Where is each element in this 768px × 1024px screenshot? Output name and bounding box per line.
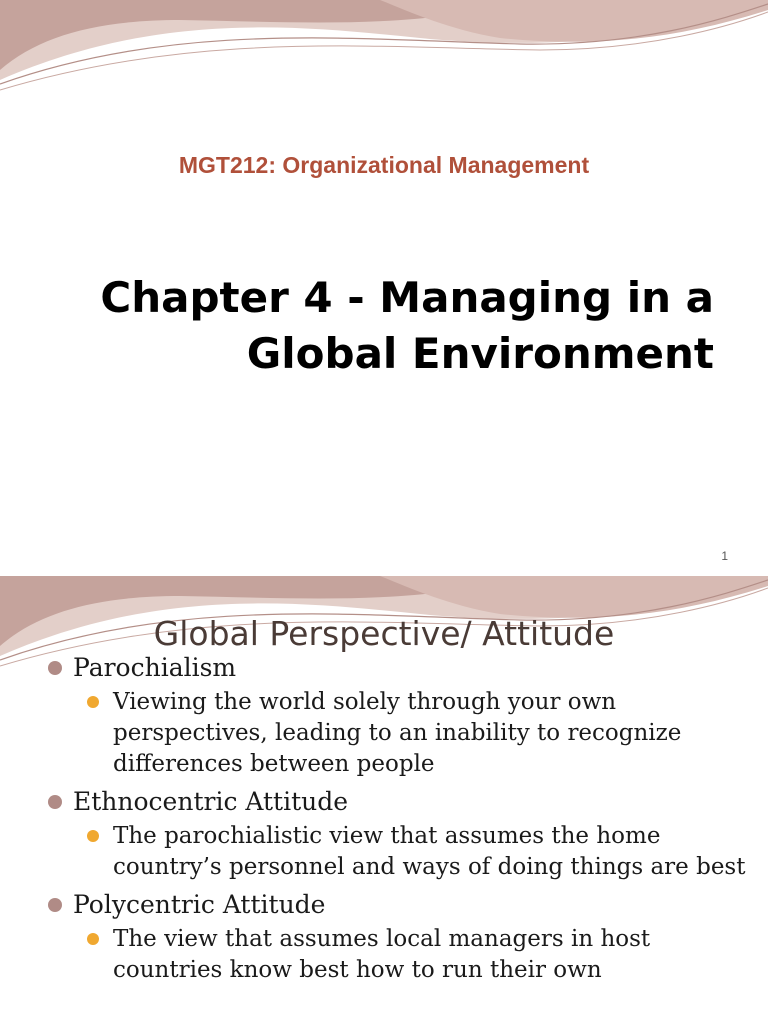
sub-bullet-item	[87, 821, 746, 883]
decorative-wave-banner	[0, 0, 768, 100]
sub-bullet-item	[87, 687, 746, 780]
content-slide	[0, 576, 768, 1024]
bullet-label: Parochialism	[73, 653, 237, 682]
chapter-title	[100, 270, 714, 382]
sub-bullet-dot-icon	[87, 696, 99, 708]
bullet-item-ethnocentric	[46, 786, 746, 817]
sub-bullet-dot-icon	[87, 830, 99, 842]
course-title: MGT212: Organizational Management	[178, 152, 590, 178]
bullet-dot-icon	[48, 661, 62, 675]
chapter-title-line-2: Global Environment	[246, 329, 714, 378]
sub-bullet-text: The view that assumes local managers in host countries know best how to run their own	[113, 926, 651, 983]
bullet-item-parochialism	[46, 652, 746, 683]
sub-bullet-dot-icon	[87, 933, 99, 945]
sub-bullet-text: The parochialistic view that assumes the home country’s personnel and ways of doing things are best	[113, 823, 746, 880]
chapter-title-line-1: Chapter 4 - Managing in a	[100, 273, 714, 322]
bullet-label: Ethnocentric Attitude	[73, 787, 349, 816]
bullet-list	[46, 652, 746, 992]
bullet-dot-icon	[48, 795, 62, 809]
bullet-label: Polycentric Attitude	[73, 890, 326, 919]
slide-number: 1	[721, 549, 728, 563]
sub-bullet-text: Viewing the world solely through your own perspectives, leading to an inability to recognize differences between people	[113, 689, 682, 777]
bullet-item-polycentric	[46, 889, 746, 920]
sub-bullet-item	[87, 924, 746, 986]
slide-title: Global Perspective/ Attitude	[153, 614, 615, 653]
bullet-dot-icon	[48, 898, 62, 912]
